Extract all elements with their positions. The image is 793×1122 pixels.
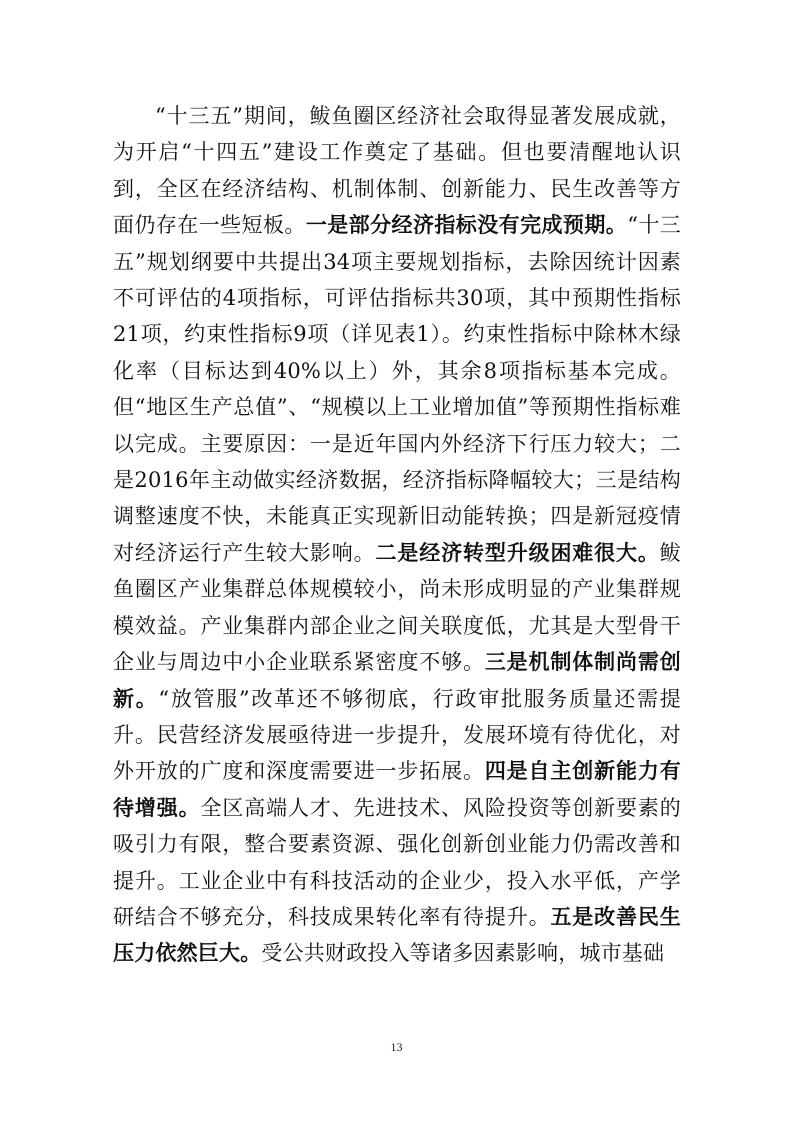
body-text [113, 98, 681, 972]
page-number: 13 [390, 1040, 403, 1054]
bold-heading-4: 四是自主创新能力有待增强。 [113, 759, 681, 820]
main-paragraph [113, 98, 681, 972]
text-segment: “放管服”改革还不够彻底，行政审批服务质量还需提升。民营经济发展亟待进一步提升，发展环境有待优化，对外开放的广度和深度需要进一步拓展。 [113, 686, 681, 784]
text-segment: 全区高端人才、先进技术、风险投资等创新要素的吸引力有限，整合要素资源、强化创新创业能力仍需改善和提升。工业企业中有科技活动的企业少，投入水平低，产学研结合不够充分，科技成果转化率有待提升。 [113, 795, 681, 929]
text-segment: 受公共财政投入等诸多因素影响，城市基础 [261, 941, 665, 966]
bold-heading-2: 二是经济转型升级困难很大。 [375, 540, 660, 565]
bold-heading-5: 五是改善民生压力依然巨大。 [113, 904, 681, 966]
bold-heading-3: 三是机制体制尚需创新。 [113, 650, 681, 711]
bold-heading-1: 一是部分经济指标没有完成预期。 [305, 213, 628, 238]
text-segment: “十三五”规划纲要中共提出34项主要规划指标，去除因统计因素不可评估的4项指标，可评估指标共30项，其中预期性指标21项，约束性指标9项（详见表1）。约束性指标中除林木绿化率（目标达到40%以上）外，其余8项指标基本完成。但“地区生产总值”、“规模以上工业增加值”等预期性指标难以完成。主要原因：一是近年国内外经济下行压力较大；二是2016年主动做实经济数据，经济指标降幅较大；三是结构调整速度不快，未能真正实现新旧动能转换；四是新冠疫情对经济运行产生较大影响。 [113, 213, 681, 565]
text-segment: “十三五”期间，鲅鱼圈区经济社会取得显著发展成就，为开启“十四五”建设工作奠定了基础。但也要清醒地认识到，全区在经济结构、机制体制、创新能力、民生改善等方面仍存在一些短板。 [113, 104, 681, 238]
text-segment: 鲅鱼圈区产业集群总体规模较小，尚未形成明显的产业集群规模效益。产业集群内部企业之间关联度低，尤其是大型骨干企业与周边中小企业联系紧密度不够。 [113, 540, 681, 675]
